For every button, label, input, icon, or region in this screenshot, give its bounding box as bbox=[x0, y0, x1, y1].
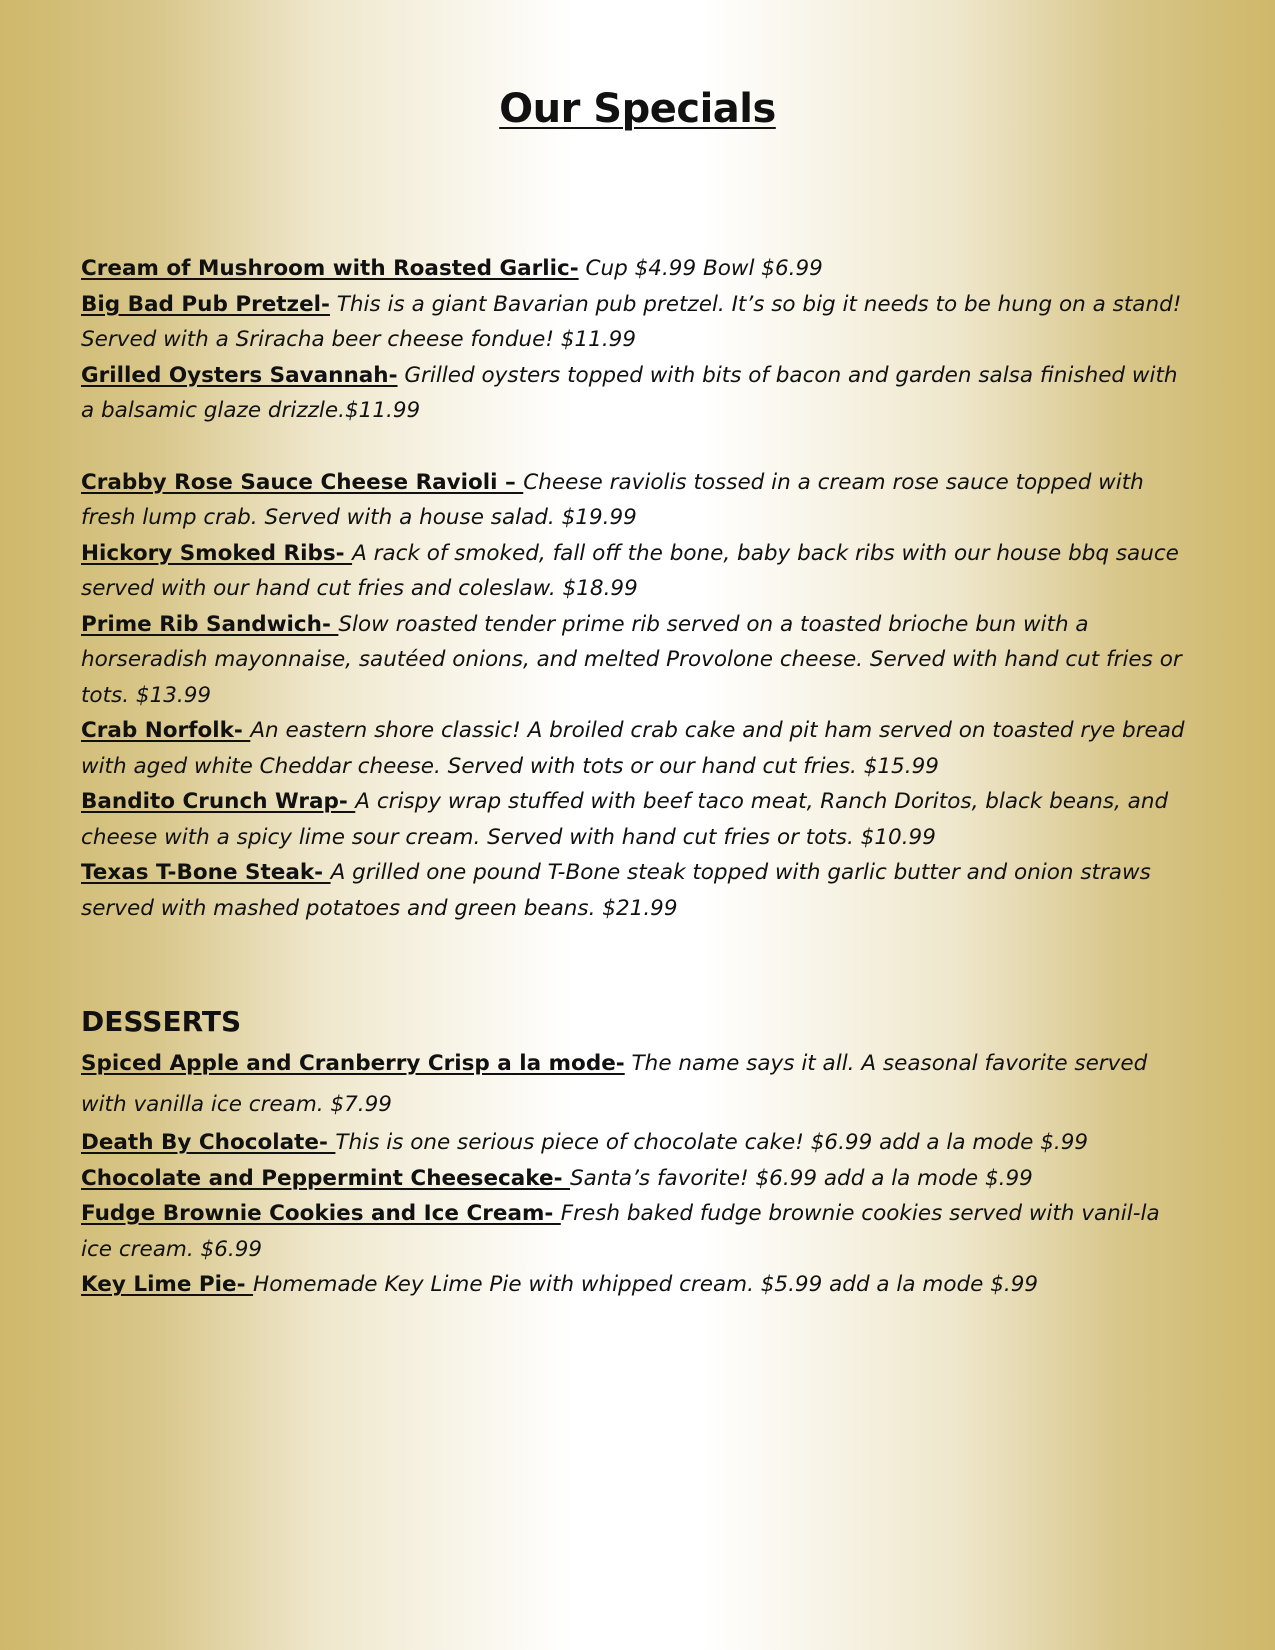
item-name: Fudge Brownie Cookies and Ice Cream- bbox=[81, 1201, 561, 1226]
item-name: Death By Chocolate- bbox=[81, 1130, 336, 1155]
desserts-section bbox=[81, 1003, 1186, 1303]
dessert-item-brownie-cookies bbox=[81, 1196, 1186, 1267]
item-description: Santa’s favorite! $6.99 add a la mode $.99 bbox=[570, 1165, 1033, 1191]
dessert-item-death-by-chocolate bbox=[81, 1125, 1186, 1161]
item-description: A crispy wrap stuffed with beef taco meat, Ranch Doritos, black beans, and cheese with a spicy lime sour cream. Served with hand cut fries or tots. $10.99 bbox=[81, 789, 1169, 850]
menu-item-crabby-ravioli bbox=[81, 465, 1186, 536]
item-name: Crab Norfolk- bbox=[81, 718, 251, 743]
item-name: Hickory Smoked Ribs- bbox=[81, 540, 353, 566]
menu-item-grilled-oysters bbox=[81, 358, 1186, 429]
item-description: The name says it all. A seasonal favorite served with vanilla ice cream. $7.99 bbox=[81, 1051, 1148, 1117]
menu-item-prime-rib-sandwich bbox=[81, 607, 1186, 714]
item-name: Big Bad Pub Pretzel- bbox=[81, 291, 330, 317]
item-name: Key Lime Pie- bbox=[81, 1272, 254, 1297]
item-name: Bandito Crunch Wrap- bbox=[81, 789, 356, 814]
item-description: This is one serious piece of chocolate cake! $6.99 add a la mode $.99 bbox=[335, 1130, 1089, 1155]
item-description: A rack of smoked, fall off the bone, baby back ribs with our house bbq sauce served with our hand cut fries and coleslaw. $18.99 bbox=[81, 540, 1179, 601]
item-name: Spiced Apple and Cranberry Crisp a la mode- bbox=[81, 1051, 625, 1076]
menu-item-pub-pretzel bbox=[81, 287, 1186, 358]
menu-item-crab-norfolk bbox=[81, 713, 1186, 784]
item-description: Cheese raviolis tossed in a cream rose sauce topped with fresh lump crab. Served with a house salad. $19.99 bbox=[81, 469, 1144, 530]
menu-item-cream-of-mushroom bbox=[81, 251, 1186, 287]
item-description: Grilled oysters topped with bits of bacon and garden salsa finished with a balsamic glaze drizzle.$11.99 bbox=[81, 362, 1178, 423]
item-description: An eastern shore classic! A broiled crab cake and pit ham served on toasted rye bread with aged white Cheddar cheese. Served with tots or our hand cut fries. $15.99 bbox=[81, 718, 1185, 779]
menu-item-bandito-wrap bbox=[81, 784, 1186, 855]
item-name: Crabby Rose Sauce Cheese Ravioli – bbox=[81, 469, 524, 495]
desserts-heading: DESSERTS bbox=[81, 1005, 242, 1038]
spacer bbox=[81, 429, 1186, 465]
mains-section bbox=[81, 251, 1186, 926]
menu-item-tbone-steak bbox=[81, 855, 1186, 926]
item-description: Slow roasted tender prime rib served on a toasted brioche bun with a horseradish mayonnaise, sautéed onions, and melted Provolone cheese. Served with hand cut fries or tots. $13.99 bbox=[81, 611, 1182, 708]
dessert-item-peppermint-cheesecake bbox=[81, 1161, 1186, 1197]
item-name: Cream of Mushroom with Roasted Garlic- bbox=[81, 256, 579, 281]
page-title: Our Specials bbox=[499, 86, 776, 132]
item-name: Prime Rib Sandwich- bbox=[81, 611, 339, 637]
item-description: Cup $4.99 Bowl $6.99 bbox=[578, 256, 823, 281]
dessert-item-apple-crisp bbox=[81, 1043, 1186, 1125]
item-description: A grilled one pound T-Bone steak topped with garlic butter and onion straws served with mashed potatoes and green beans. $21.99 bbox=[81, 860, 1151, 921]
item-description: This is a giant Bavarian pub pretzel. It’s so big it needs to be hung on a stand! Served with a Sriracha beer cheese fondue! $11.99 bbox=[81, 291, 1182, 352]
item-description: Fresh baked fudge brownie cookies served with vanil-la ice cream. $6.99 bbox=[81, 1201, 1160, 1262]
item-name: Chocolate and Peppermint Cheesecake- bbox=[81, 1165, 571, 1191]
item-name: Grilled Oysters Savannah- bbox=[81, 362, 398, 388]
menu-item-smoked-ribs bbox=[81, 536, 1186, 607]
item-name: Texas T-Bone Steak- bbox=[81, 860, 331, 885]
dessert-item-key-lime-pie bbox=[81, 1267, 1186, 1303]
item-description: Homemade Key Lime Pie with whipped cream. $5.99 add a la mode $.99 bbox=[253, 1272, 1039, 1297]
